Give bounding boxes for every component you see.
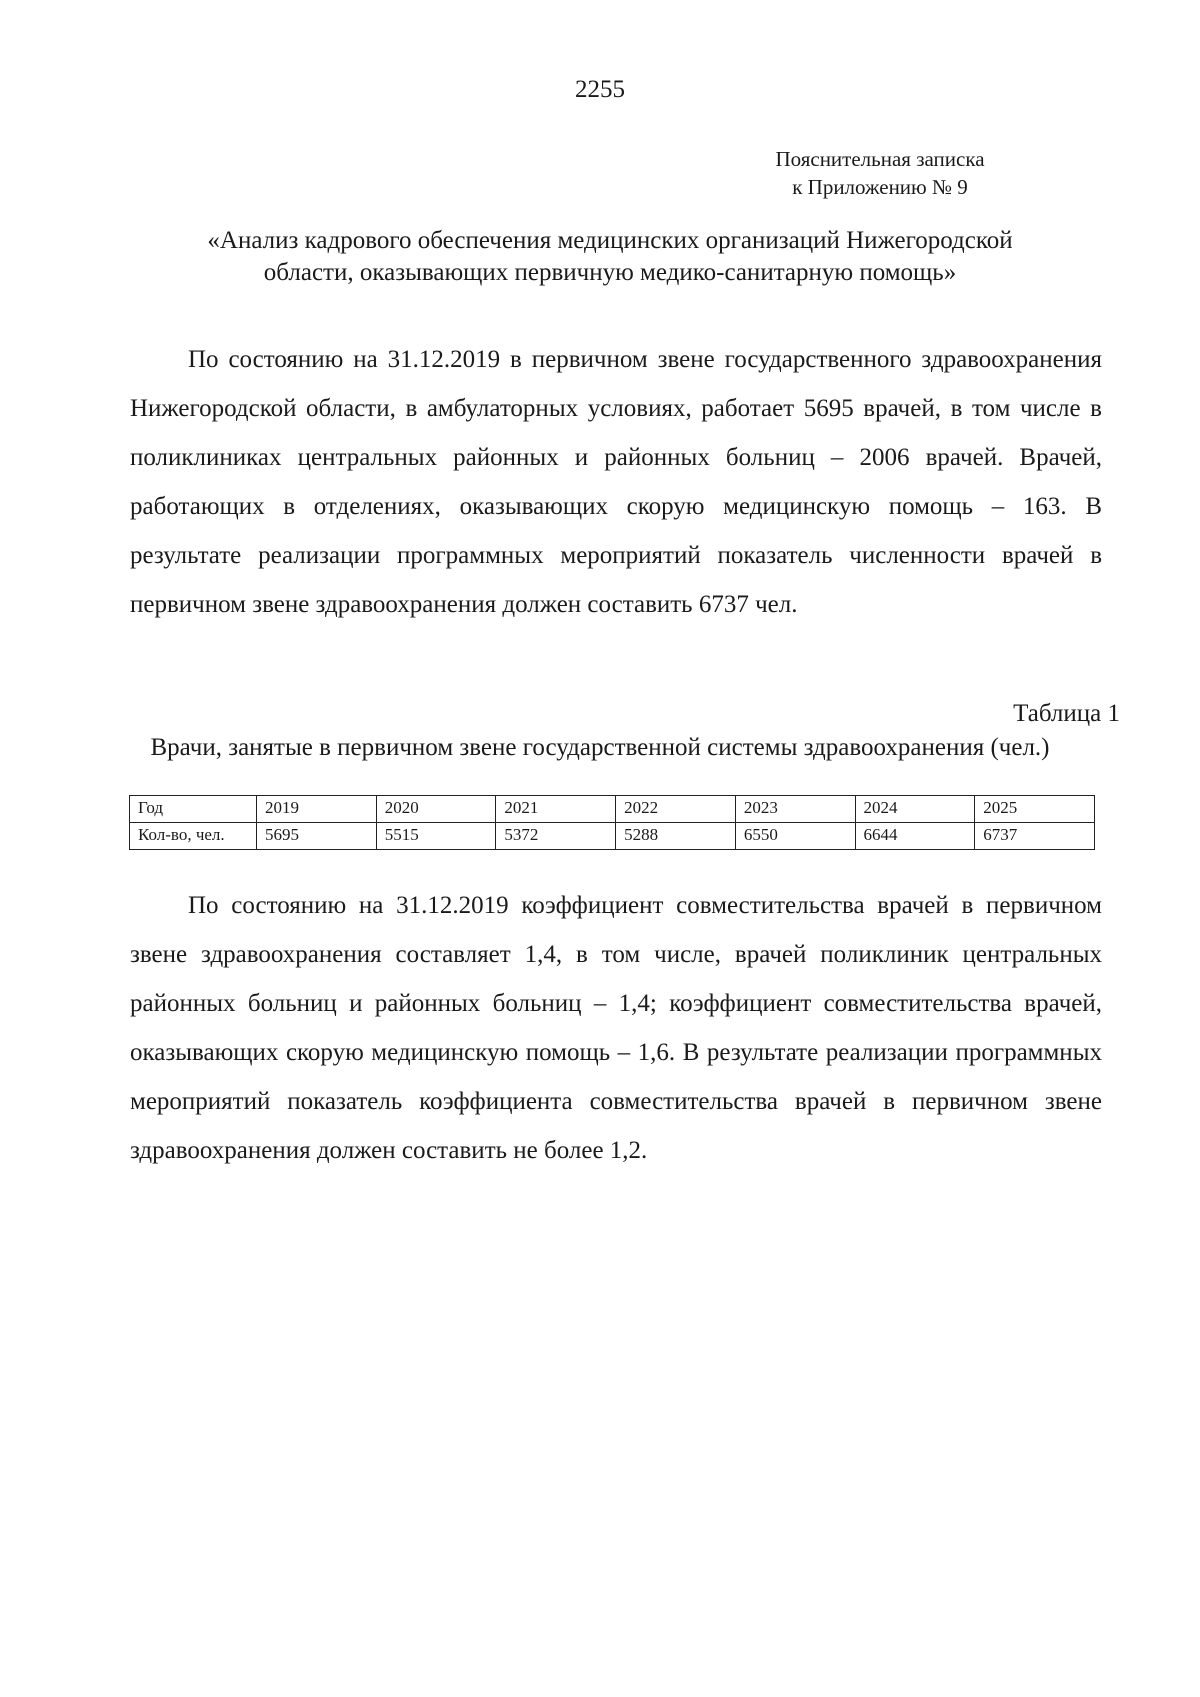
- paragraph-doctors-count: По состоянию на 31.12.2019 в первичном звене государственного здравоохранения Нижегородской области, в амбулаторных условиях, работает 5695 врачей, в том числе в поликлиниках центральных районных и районных больниц – 2006 врачей. Врачей, работающих в отделениях, оказывающих скорую медицинскую помощь – 163. В результате реализации программных мероприятий показатель численности врачей в первичном звене здравоохранения должен составить 6737 чел.: [130, 346, 1102, 618]
- table-row-years: [130, 796, 1095, 823]
- table-cell-year: 2024: [855, 796, 975, 823]
- row-header-year: Год: [130, 796, 257, 823]
- table-cell-year: 2020: [376, 796, 496, 823]
- table-caption: Врачи, занятые в первичном звене государственной системы здравоохранения (чел.): [150, 734, 1050, 761]
- table-cell-year: 2025: [975, 796, 1095, 823]
- table-label: Таблица 1: [1013, 700, 1120, 727]
- table-cell-count: 5372: [496, 823, 616, 850]
- note-header-line-1: Пояснительная записка: [775, 147, 985, 171]
- table-cell-year: 2021: [496, 796, 616, 823]
- paragraph-combining-coefficient: По состоянию на 31.12.2019 коэффициент совместительства врачей в первичном звене здравоохранения составляет 1,4, в том числе, врачей поликлиник центральных районных больниц и районных больниц – 1,4; коэффициент совместительства врачей, оказывающих скорую медицинскую помощь – 1,6. В результате реализации программных мероприятий показатель коэффициента совместительства врачей в первичном звене здравоохранения должен составить не более 1,2.: [130, 892, 1102, 1164]
- row-header-count: Кол-во, чел.: [130, 823, 257, 850]
- table-cell-year: 2019: [257, 796, 377, 823]
- note-header-line-2: к Приложению № 9: [792, 175, 968, 199]
- table-cell-count: 6644: [855, 823, 975, 850]
- table-row-counts: [130, 823, 1095, 850]
- table-cell-count: 6737: [975, 823, 1095, 850]
- doctors-table: [129, 795, 1095, 850]
- table-cell-count: 5288: [616, 823, 736, 850]
- table-cell-year: 2023: [735, 796, 855, 823]
- title-line-2: области, оказывающих первичную медико-санитарную помощь»: [263, 259, 957, 286]
- table-cell-count: 5695: [257, 823, 377, 850]
- table-cell-count: 5515: [376, 823, 496, 850]
- page-number: 2255: [575, 76, 625, 103]
- table-cell-count: 6550: [735, 823, 855, 850]
- table-cell-year: 2022: [616, 796, 736, 823]
- title-line-1: «Анализ кадрового обеспечения медицинских организаций Нижегородской: [207, 227, 1013, 254]
- document-title: [130, 225, 1090, 289]
- explanatory-note-header: [720, 145, 1040, 201]
